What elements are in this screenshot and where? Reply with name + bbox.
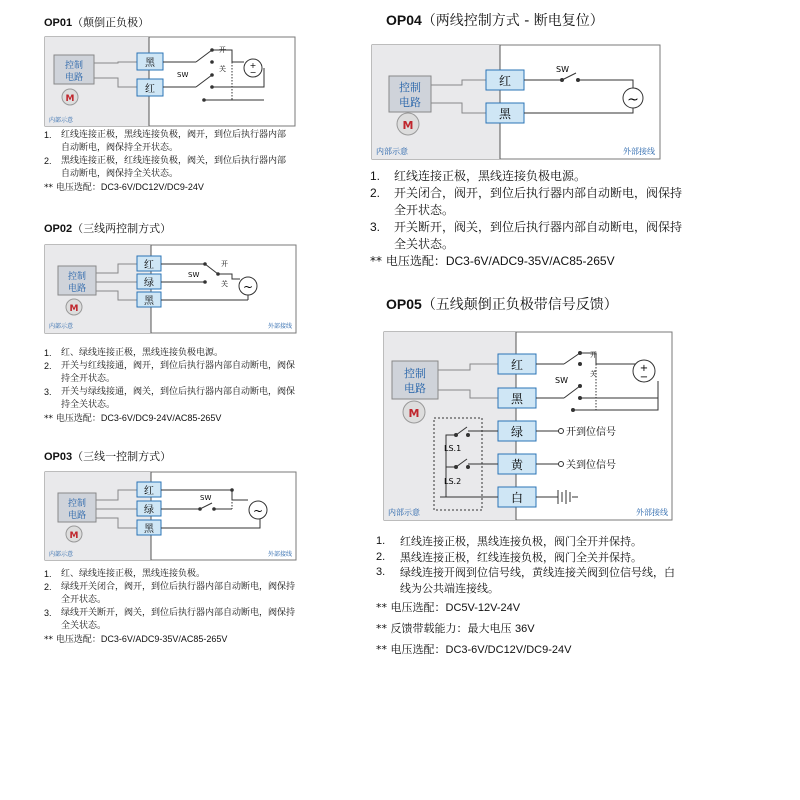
op05-voltage-1: ** 电压选配：DC5V-12V-24V xyxy=(376,601,521,615)
op05-inner-label: 内部示意 xyxy=(388,508,420,517)
op04-note-2: 2. 开关闭合，阀开，到位后执行器内部自动断电，阀保持全开状态。 xyxy=(370,186,683,217)
svg-text:SW: SW xyxy=(556,65,569,74)
op05-wire-black: 黑 xyxy=(510,392,524,406)
op02-voltage: ** 电压选配：DC3-6V/DC9-24V/AC85-265V xyxy=(44,413,222,424)
svg-text:开: 开 xyxy=(219,46,226,54)
op04-voltage: ** 电压选配：DC3-6V/ADC9-35V/AC85-265V xyxy=(370,254,615,268)
svg-text:−: − xyxy=(249,68,257,77)
op05-open-signal: 开到位信号 xyxy=(566,427,616,438)
op03-note-1: 1. 红、绿线连接正极，黑线连接负极。 xyxy=(44,569,206,579)
op05-ls2: LS.2 xyxy=(444,477,462,486)
op01-title: OP01（颠倒正负极） xyxy=(44,16,150,29)
op03-note-2: 2. 绿线开关闭合，阀开，到位后执行器内部自动断电，阀保持全开状态。 xyxy=(44,582,296,605)
svg-text:+: + xyxy=(249,61,257,70)
op04-wire-red: 红 xyxy=(498,74,512,88)
op01-motor-icon: M xyxy=(65,94,75,104)
op05-wire-yellow: 黄 xyxy=(510,458,524,472)
op05-wire-red: 红 xyxy=(510,358,524,372)
op02-note-1: 1. 红、绿线连接正极，黑线连接负极电源。 xyxy=(44,348,224,358)
svg-text:开: 开 xyxy=(590,351,597,359)
op05-wire-white: 白 xyxy=(510,491,524,505)
op03-outer-label: 外部接线 xyxy=(267,551,292,558)
op05-motor-icon: M xyxy=(408,407,420,420)
op03-inner-label: 内部示意 xyxy=(49,551,74,558)
op05-outer-label: 外部接线 xyxy=(636,508,668,517)
op01-note-2: 2. 黑线连接正极，红线连接负极，阀关，到位后执行器内部自动断电，阀保持全关状态。 xyxy=(44,156,287,179)
op05-close-signal: 关到位信号 xyxy=(566,460,616,471)
op02-note-2: 2. 开关与红线接通，阀开，到位后执行器内部自动断电，阀保持全开状态。 xyxy=(44,361,296,384)
svg-text:控制: 控制 xyxy=(67,272,87,282)
op03-title: OP03（三线一控制方式） xyxy=(44,450,172,463)
op03-motor-icon: M xyxy=(69,531,79,541)
op02-outer-label: 外部接线 xyxy=(267,323,292,330)
op05-note-3: 3. 绿线连接开阀到位信号线，黄线连接关阀到位信号线，白线为公共端连接线。 xyxy=(376,566,675,595)
svg-text:关: 关 xyxy=(590,370,597,378)
op03-note-3: 3. 绿线开关断开，阀关，到位后执行器内部自动断电，阀保持全关状态。 xyxy=(44,608,296,631)
op05-ls1: LS.1 xyxy=(444,444,462,453)
svg-text:SW: SW xyxy=(200,494,212,502)
op03-wire-green: 绿 xyxy=(144,505,154,516)
op04-note-3: 3. 开关断开，阀关，到位后执行器内部自动断电，阀保持全关状态。 xyxy=(370,220,683,251)
op05-wire-green: 绿 xyxy=(510,425,524,439)
svg-text:关: 关 xyxy=(219,65,226,73)
op02-wire-green: 绿 xyxy=(144,278,154,289)
svg-text:~: ~ xyxy=(627,92,639,108)
op03-voltage: ** 电压选配：DC3-6V/ADC9-35V/AC85-265V xyxy=(44,634,228,645)
op05-voltage-2: ** 电压选配：DC3-6V/DC12V/DC9-24V xyxy=(376,642,572,656)
svg-text:电路: 电路 xyxy=(67,511,87,521)
op04-wire-black: 黑 xyxy=(498,107,512,121)
op02-title: OP02（三线两控制方式） xyxy=(44,222,172,235)
svg-text:控制: 控制 xyxy=(67,499,87,509)
svg-text:−: − xyxy=(639,372,649,383)
svg-text:~: ~ xyxy=(252,504,264,518)
op04-note-1: 1. 红线连接正极，黑线连接负极电源。 xyxy=(370,169,587,183)
op01-wire-black: 黑 xyxy=(145,58,155,69)
svg-text:电路: 电路 xyxy=(404,382,426,395)
op04-title: OP04（两线控制方式 - 断电复位） xyxy=(386,12,604,29)
op04-outer-label: 外部接线 xyxy=(623,147,655,156)
op02-wire-black: 黑 xyxy=(144,296,154,307)
svg-text:+: + xyxy=(639,363,649,374)
svg-text:电路: 电路 xyxy=(67,284,87,294)
svg-text:关: 关 xyxy=(221,280,228,288)
op01-voltage: ** 电压选配：DC3-6V/DC12V/DC9-24V xyxy=(44,182,204,193)
op02-inner-label: 内部示意 xyxy=(49,323,74,330)
svg-text:SW: SW xyxy=(188,271,200,279)
op01-wire-red: 红 xyxy=(145,84,155,95)
svg-text:控制: 控制 xyxy=(64,61,84,71)
op01-note-1: 1. 红线连接正极，黑线连接负极，阀开，到位后执行器内部自动断电，阀保持全开状态。 xyxy=(44,130,287,153)
op02-motor-icon: M xyxy=(69,304,79,314)
op05-notes xyxy=(376,534,682,658)
op05-note-2: 2. 黑线连接正极，红线连接负极，阀门全关并保持。 xyxy=(376,550,642,564)
svg-text:控制: 控制 xyxy=(404,367,426,380)
op05-title: OP05（五线颠倒正负极带信号反馈） xyxy=(386,296,618,313)
op05-note-1: 1. 红线连接正极，黑线连接负极，阀门全开并保持。 xyxy=(376,535,642,548)
op05-feedback-load: ** 反馈带载能力：最大电压 36V xyxy=(376,621,535,635)
svg-text:电路: 电路 xyxy=(64,73,84,83)
svg-text:SW: SW xyxy=(177,71,189,79)
op03-wire-black: 黑 xyxy=(144,524,154,535)
svg-text:控制: 控制 xyxy=(399,81,421,94)
op03-wire-red: 红 xyxy=(144,486,154,497)
svg-text:SW: SW xyxy=(555,376,568,385)
op01-inner-label: 内部示意 xyxy=(49,117,74,124)
op04-inner-label: 内部示意 xyxy=(376,147,408,156)
svg-text:开: 开 xyxy=(221,260,228,268)
svg-text:~: ~ xyxy=(242,280,254,294)
op04-motor-icon: M xyxy=(402,119,414,132)
op02-wire-red: 红 xyxy=(144,260,154,271)
svg-text:电路: 电路 xyxy=(399,96,421,109)
op02-note-3: 3. 开关与绿线接通，阀关，到位后执行器内部自动断电，阀保持全关状态。 xyxy=(44,387,296,410)
